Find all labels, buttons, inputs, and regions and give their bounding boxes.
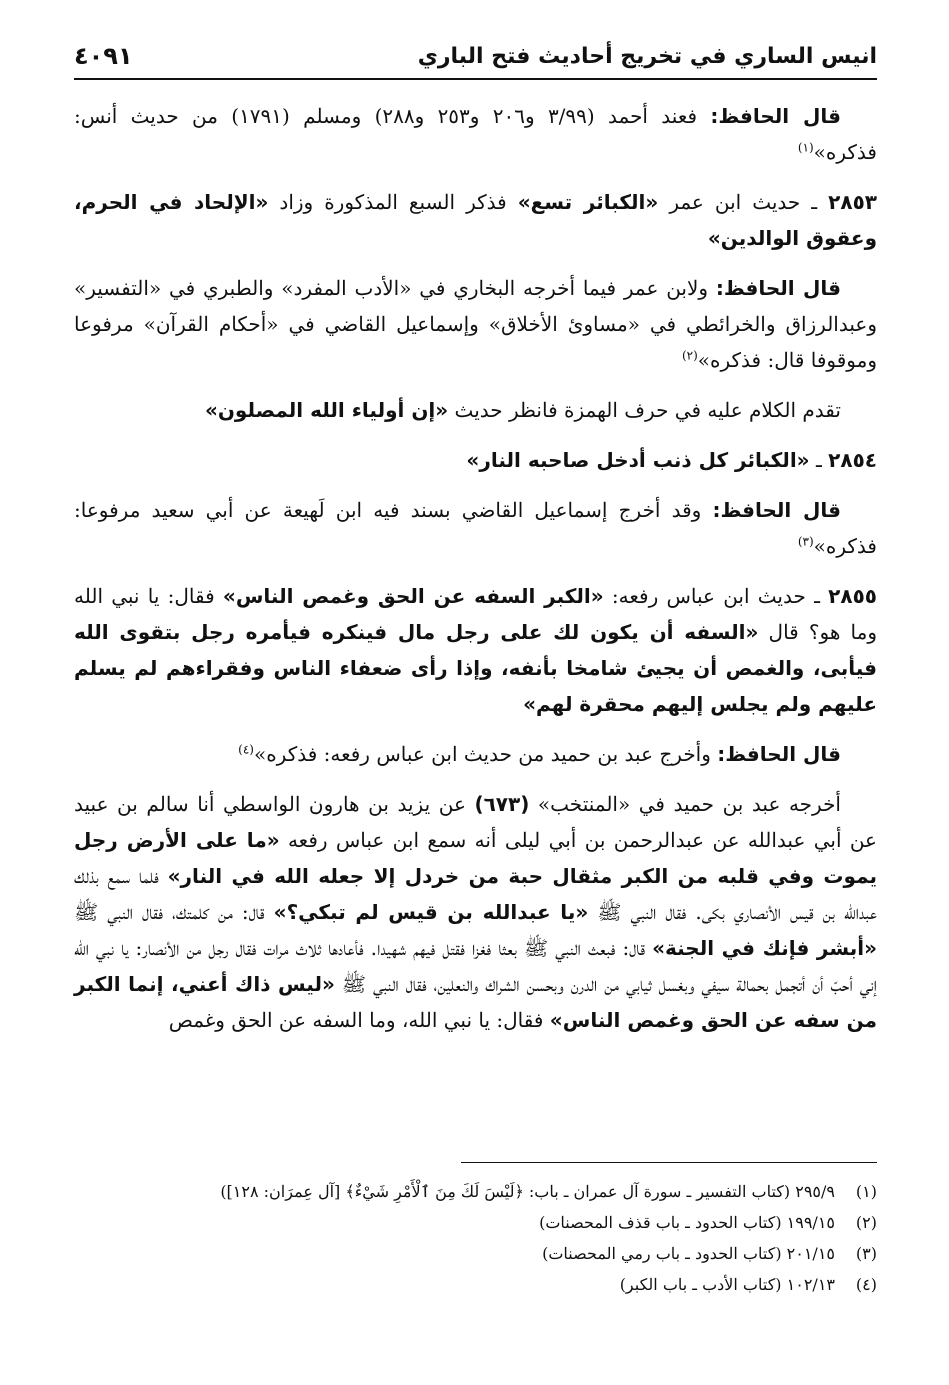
footnote-ref: (٤) <box>238 742 254 757</box>
bold-number: (٦٧٣) <box>474 792 530 816</box>
hadith-quote: «يا عبدالله بن قيس لم تبكي؟» <box>273 900 589 924</box>
footnote-text: ٢٩٥/٩ (كتاب التفسير ـ سورة آل عمران ـ باب: ﴿لَيْسَ لَكَ مِنَ ٱلْأَمْرِ شَيْءٌ﴾ [آل عِمرَان: ١٢٨]) <box>220 1182 835 1201</box>
hadith-quote: «الكبائر كل ذنب أدخل صاحبه النار» <box>466 448 810 472</box>
paragraph-text: عن يزيد بن هارون الواسطي أنا سالم بن عبيد عن أبي عبدالله عن عبدالرحمن بن أبي ليلى أنه سمع ابن عباس رفعه <box>74 792 877 852</box>
hadith-quote: «الكبائر تسع» <box>517 190 659 214</box>
speaker-label: قال الحافظ: <box>715 276 841 300</box>
speaker-label: قال الحافظ: <box>710 104 841 128</box>
footnote-item <box>74 1269 877 1300</box>
paragraph-text: قال: فبعث النبي ﷺ بعثا فغزا فقتل فيهم شهيدا. فأعادها ثلاث مرات فقال رجل من الأنصار: يا نبي الله إني أحبّ أن أتجمل بحمالة سيفي وبغسل ثيابي من الدرن وبحسن الشراك والنعلين، فقال النبي ﷺ <box>74 936 877 996</box>
hadith-quote: «ما على الأرض رجل يموت وفي قلبه من الكبر مثقال حبة من خردل إلا جعله الله في النار» <box>74 828 877 888</box>
hadith-text: فقال: يا نبي الله وما هو؟ قال <box>74 584 877 644</box>
hadith-text: ـ حديث ابن عباس رفعه: <box>603 584 829 608</box>
hadith-quote: «الكبر السفه عن الحق وغمص الناس» <box>222 584 604 608</box>
paragraph-cross-reference <box>74 392 877 428</box>
hadith-quote: «أبشر فإنك في الجنة» <box>652 936 877 960</box>
paragraph-text: وأخرج عبد بن حميد من حديث ابن عباس رفعه: فذكره» <box>253 742 718 766</box>
footnote-separator <box>461 1162 877 1163</box>
footnote-ref: (٣) <box>797 534 814 549</box>
paragraph-hafiz-4 <box>74 736 877 772</box>
hadith-number: ٢٨٥٤ <box>828 448 877 472</box>
hadith-2855 <box>74 578 877 722</box>
speaker-label: قال الحافظ: <box>717 742 841 766</box>
paragraph-text: ولابن عمر فيما أخرجه البخاري في «الأدب المفرد» والطبري في «التفسير» وعبدالرزاق والخرائطي في «مساوئ الأخلاق» وإسماعيل القاضي في «أحكام القرآن» مرفوعا وموقوفا قال: فذكره» <box>74 276 877 372</box>
footnotes <box>74 1176 877 1300</box>
hadith-quote: «الإلحاد في الحرم، وعقوق الوالدين» <box>74 190 877 250</box>
header-title: انيس الساري في تخريج أحاديث فتح الباري <box>417 43 877 69</box>
footnote-text: ١٩٩/١٥ (كتاب الحدود ـ باب قذف المحصنات) <box>539 1213 835 1232</box>
hadith-quote: «ليس ذاك أعني، إنما الكبر من سفه عن الحق وغمص الناس» <box>74 972 877 1032</box>
footnote-number: (١) <box>855 1182 877 1201</box>
speaker-label: قال الحافظ: <box>712 498 841 522</box>
hadith-text: ـ حديث ابن عمر <box>658 190 829 214</box>
footnote-number: (٣) <box>855 1244 877 1263</box>
page-number: ٤٠٩١ <box>74 42 133 70</box>
footnote-item <box>74 1238 877 1269</box>
paragraph-hafiz-1 <box>74 98 877 170</box>
main-text <box>74 98 877 1052</box>
hadith-text: فذكر السبع المذكورة وزاد <box>268 190 518 214</box>
paragraph-text: قال: من كلمتك، فقال النبي ﷺ <box>74 900 274 924</box>
running-header <box>74 34 877 80</box>
paragraph-takhrij <box>74 786 877 1038</box>
paragraph-text: فعند أحمد (٣/٩٩ و٢٠٦ و٢٥٣ و٢٨٨) ومسلم (١٧٩١) من حديث أنس: فذكره» <box>74 104 877 164</box>
hadith-text: ـ <box>809 448 829 472</box>
paragraph-text: وقد أخرج إسماعيل القاضي بسند فيه ابن لَهيعة عن أبي سعيد مرفوعا: فذكره» <box>74 498 877 558</box>
paragraph-text: فلما سمع بذلك عبدالله بن قيس الأنصاري بكى. فقال النبي ﷺ <box>74 864 878 924</box>
hadith-number: ٢٨٥٣ <box>828 190 877 214</box>
hadith-2853 <box>74 184 877 256</box>
paragraph-hafiz-2 <box>74 270 877 378</box>
paragraph-text: أخرجه عبد بن حميد في «المنتخب» <box>529 792 841 816</box>
footnote-text: ١٠٢/١٣ (كتاب الأدب ـ باب الكبر) <box>619 1275 835 1294</box>
footnote-number: (٤) <box>855 1275 877 1294</box>
hadith-number: ٢٨٥٥ <box>828 584 877 608</box>
hadith-quote: «السفه أن يكون لك على رجل مال فينكره فيأمره رجل بتقوى الله فيأبى، والغمص أن يجيئ شامخا بأنفه، وإذا رأى ضعفاء الناس وفقراءهم لم يسلم عليهم ولم يجلس إليهم محقرة لهم» <box>74 620 877 716</box>
footnote-item <box>74 1207 877 1238</box>
paragraph-hafiz-3 <box>74 492 877 564</box>
paragraph-text: فقال: يا نبي الله، وما السفه عن الحق وغمص <box>168 1008 550 1032</box>
footnote-ref: (١) <box>797 140 814 155</box>
hadith-quote: «إن أولياء الله المصلون» <box>204 398 449 422</box>
footnote-number: (٢) <box>855 1213 877 1232</box>
footnote-ref: (٢) <box>681 348 698 363</box>
paragraph-text: تقدم الكلام عليه في حرف الهمزة فانظر حديث <box>448 398 841 422</box>
hadith-2854 <box>74 442 877 478</box>
footnote-text: ٢٠١/١٥ (كتاب الحدود ـ باب رمي المحصنات) <box>542 1244 835 1263</box>
footnote-item <box>74 1176 877 1207</box>
